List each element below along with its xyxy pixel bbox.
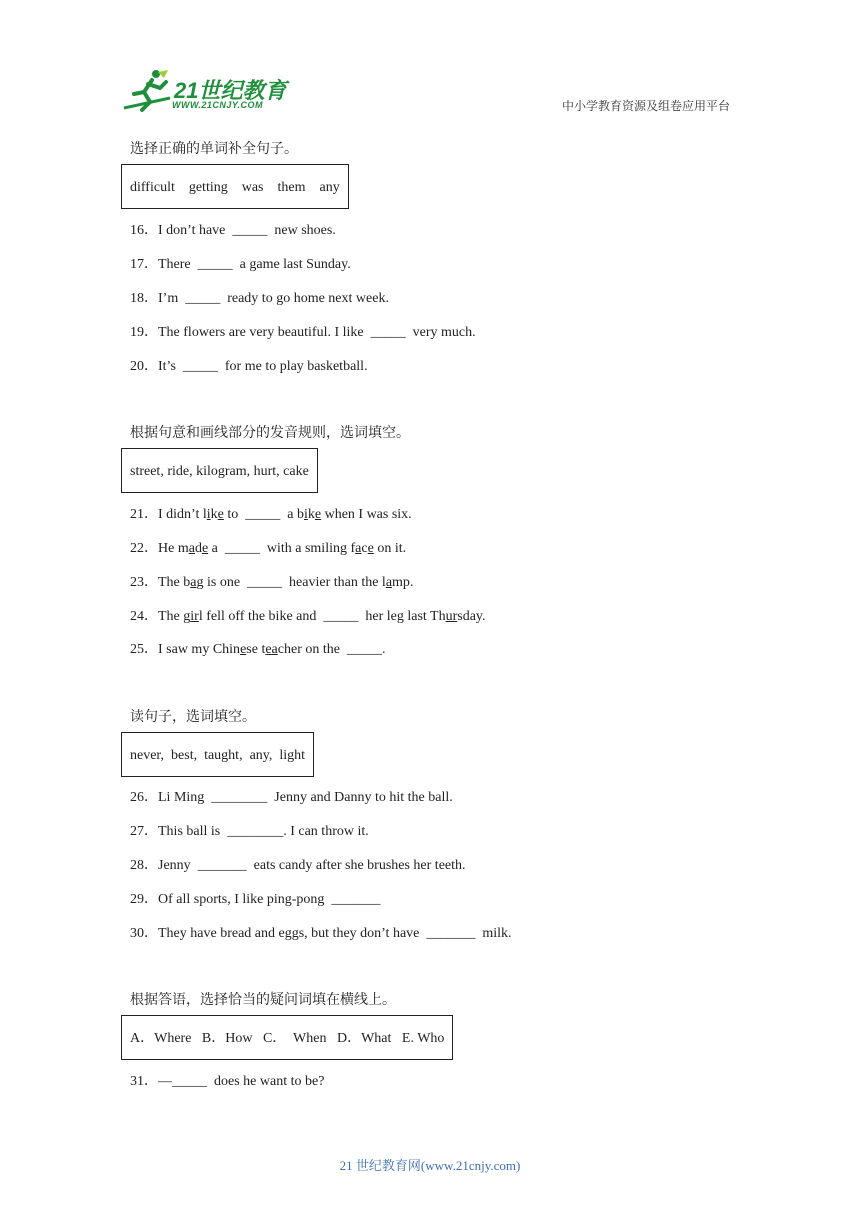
- header-platform-text: 中小学教育资源及组卷应用平台: [561, 99, 730, 113]
- section-title: 选择正确的单词补全句子。: [130, 141, 298, 157]
- site-logo: [122, 68, 292, 114]
- question-22: 22．He made a _____ with a smiling face on it.: [130, 541, 407, 556]
- section-title: 根据句意和画线部分的发音规则，选词填空。: [130, 425, 410, 441]
- word-bank: difficult getting was them any: [121, 164, 349, 209]
- word-bank: never, best, taught, any, light: [121, 732, 314, 777]
- question-30: 30．They have bread and eggs, but they don’t have _______ milk.: [130, 926, 512, 941]
- question-27: 27．This ball is ________. I can throw it.: [130, 824, 369, 839]
- question-25: 25．I saw my Chinese teacher on the _____.: [130, 642, 386, 657]
- page-footer[interactable]: 21 世纪教育网(www.21cnjy.com): [339, 1158, 521, 1173]
- question-24: 24．The girl fell off the bike and _____ her leg last Thursday.: [130, 609, 486, 624]
- page-header: [0, 0, 860, 130]
- question-18: 18．I’m _____ ready to go home next week.: [130, 291, 389, 306]
- question-16: 16．I don’t have _____ new shoes.: [130, 223, 336, 238]
- section-title: 读句子，选词填空。: [130, 709, 256, 725]
- logo-url: WWW.21CNJY.COM: [172, 100, 264, 110]
- question-26: 26．Li Ming ________ Jenny and Danny to hit the ball.: [130, 790, 453, 805]
- section-title: 根据答语，选择恰当的疑问词填在横线上。: [130, 992, 396, 1008]
- word-bank: street, ride, kilogram, hurt, cake: [121, 448, 318, 493]
- question-31: 31．—_____ does he want to be?: [130, 1074, 325, 1089]
- runner-logo-icon: [122, 68, 174, 114]
- question-29: 29．Of all sports, I like ping-pong _______: [130, 892, 381, 907]
- question-23: 23．The bag is one _____ heavier than the lamp.: [130, 575, 414, 590]
- question-20: 20．It’s _____ for me to play basketball.: [130, 359, 368, 374]
- word-bank: A．Where B．How C． When D．What E. Who: [121, 1015, 453, 1060]
- question-17: 17．There _____ a game last Sunday.: [130, 257, 351, 272]
- question-21: 21．I didn’t like to _____ a bike when I was six.: [130, 507, 412, 522]
- logo-text: 21世纪教育: [174, 78, 287, 103]
- question-19: 19．The flowers are very beautiful. I like _____ very much.: [130, 325, 476, 340]
- question-28: 28．Jenny _______ eats candy after she brushes her teeth.: [130, 858, 466, 873]
